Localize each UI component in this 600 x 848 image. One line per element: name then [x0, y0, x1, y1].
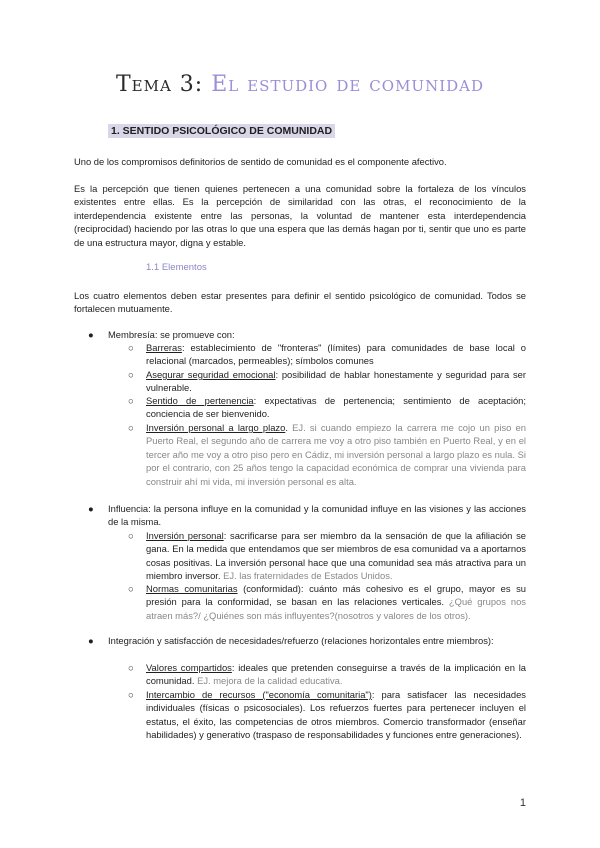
- circle-bullet-icon: ○: [128, 395, 134, 406]
- term: Inversión personal a largo plazo: [146, 422, 286, 433]
- circle-bullet-icon: ○: [128, 689, 134, 700]
- term: Asegurar seguridad emocional: [146, 369, 276, 380]
- bullet-icon: ●: [88, 635, 94, 646]
- term: Sentido de pertenencia: [146, 395, 254, 406]
- description: : expectativas de pertenencia; sentimiento de aceptación; conciencia de ser bienvenido.: [146, 395, 526, 420]
- circle-bullet-icon: ○: [128, 422, 134, 433]
- term: Normas comunitarias: [146, 583, 238, 594]
- term: Intercambio de recursos ("economía comunitaria"): [146, 689, 372, 700]
- subsection-heading: 1.1 Elementos: [146, 262, 207, 273]
- section-heading: 1. SENTIDO PSICOLÓGICO DE COMUNIDAD: [108, 124, 335, 138]
- example: EJ. mejora de la calidad educativa.: [194, 675, 343, 687]
- description: .: [285, 422, 288, 433]
- list-item-text: Influencia: la persona influye en la comunidad y la comunidad influye en las visiones y las acciones de la misma.: [108, 503, 526, 528]
- example: ¿Qué grupos nos atraen más?/ ¿Quiénes son más influyentes?(nosotros y valores de los otros).: [146, 596, 526, 621]
- title-prefix: Tema 3:: [115, 72, 204, 97]
- description: : establecimiento de "fronteras" (límites) para comunidades de base local o relacional (marcados, permeables); símbolos comunes: [146, 342, 526, 367]
- list-item-text: Membresía: se promueve con:: [108, 329, 235, 340]
- term: Barreras: [146, 342, 182, 353]
- bullet-icon: ●: [88, 503, 94, 514]
- example: EJ. las fraternidades de Estados Unidos.: [220, 570, 393, 582]
- circle-bullet-icon: ○: [128, 662, 134, 673]
- term: Valores compartidos: [146, 662, 232, 673]
- circle-bullet-icon: ○: [128, 530, 134, 541]
- circle-bullet-icon: ○: [128, 583, 134, 594]
- page-number: 1: [519, 797, 526, 809]
- paragraph-intro: Uno de los compromisos definitorios de sentido de comunidad es el componente afectivo.: [74, 156, 447, 167]
- paragraph-definition: Es la percepción que tienen quienes pertenecen a una comunidad sobre la fortaleza de los vínculos existentes entre ellas. Es la percepción de similaridad con las otras, el reconocimiento de la interdependencia existente entre las personas, la voluntad de mantener esta interdependencia (reciprocidad) haciendo por las otras lo que una espera que las demás hagan por ti, sentir que uno es parte de una estructura mayor, digna y estable.: [74, 183, 526, 248]
- circle-bullet-icon: ○: [128, 342, 134, 353]
- page-title: [0, 72, 600, 97]
- description: : ideales que pretenden conseguirse a través de la implicación en la comunidad.: [146, 662, 526, 687]
- example: EJ. si cuando empiezo la carrera me cojo un piso en Puerto Real, el segundo año de carrera me voy a otro piso también en Puerto Real, y en el tercer año me voy a otro piso pero en Cádiz, mi inversión personal a largo plazo es nula. Si por el contrario, con 25 años tengo la capacidad económica de comprar una vivienda para construir ahí mi vida, mi inversión personal es alta.: [146, 422, 526, 487]
- title-topic: El estudio de comunidad: [211, 72, 485, 97]
- description: : posibilidad de hablar honestamente y seguridad para ser vulnerable.: [146, 369, 526, 394]
- bullet-icon: ●: [88, 329, 94, 340]
- list-item-text: Integración y satisfacción de necesidades/refuerzo (relaciones horizontales entre miembros):: [108, 635, 494, 646]
- paragraph-elements: Los cuatro elementos deben estar presentes para definir el sentido psicológico de comunidad. Todos se fortalecen mutuamente.: [74, 290, 526, 315]
- description: : para satisfacer las necesidades individuales (físicas o psicosociales). Los refuerzos fuertes para pertenecer incluyen el estatus, el éxito, las competencias de otros miembros. Comercio transformador (enseñar habilidades) y generativo (traspaso de responsabilidades y funciones entre generaciones).: [146, 689, 526, 741]
- description: : sacrificarse para ser miembro da la sensación de que la afiliación se gana. En la medida que entendamos que ser miembros de esa comunidad va a aportarnos cosas positivas. La inversión personal hace que una comunidad sea más atractiva para un miembro inversor.: [146, 530, 526, 582]
- term: Inversión personal: [146, 530, 224, 541]
- circle-bullet-icon: ○: [128, 369, 134, 380]
- description: (conformidad): cuánto más cohesivo es el grupo, mayor es su presión para la conformidad, se basan en las relaciones verticales.: [146, 583, 526, 608]
